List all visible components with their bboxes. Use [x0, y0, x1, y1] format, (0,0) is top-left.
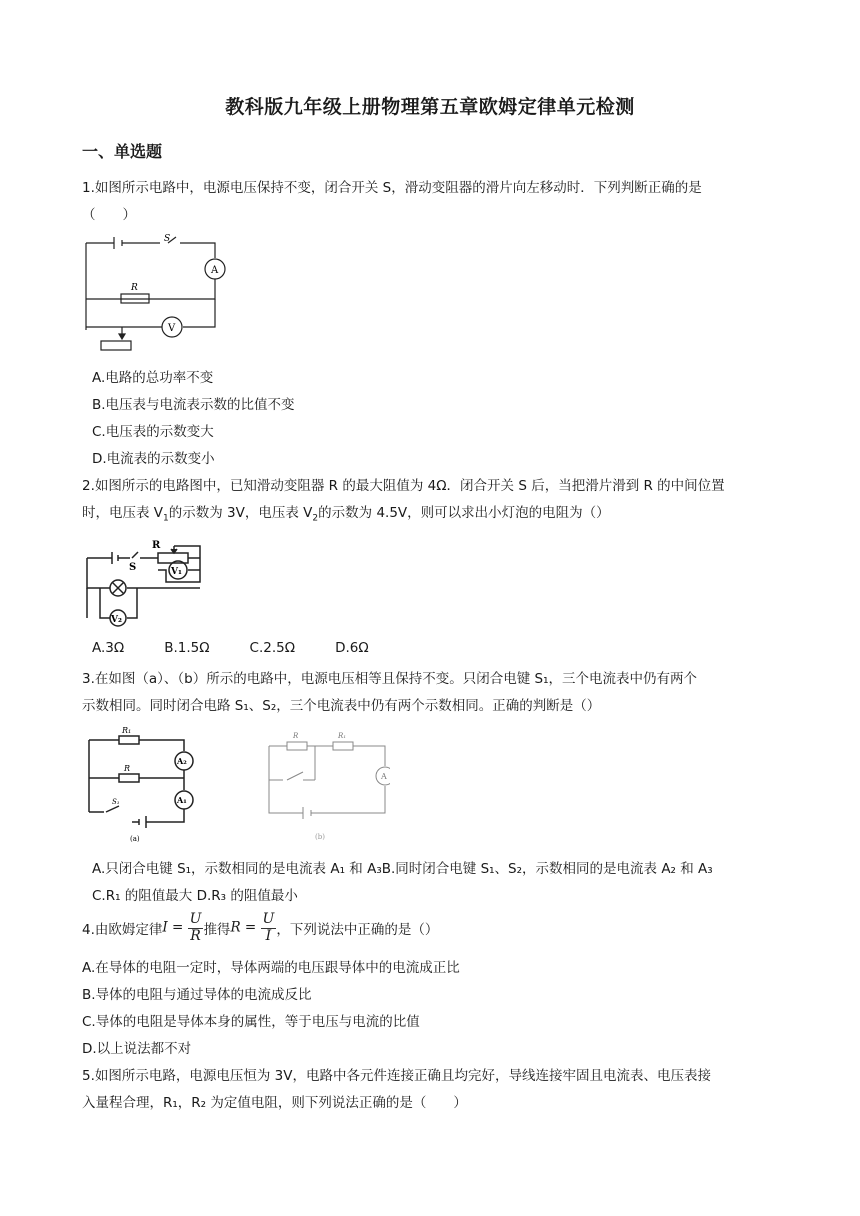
q4-stem-post: ，下列说法中正确的是（） — [276, 922, 439, 938]
q1-option-b: B.电压表与电流表示数的比值不变 — [92, 397, 295, 413]
q3-stem-line1: 3.在如图（a）、（b）所示的电路中，电源电压相等且保持不变。只闭合电键 S₁，三个电流表中仍有两个 — [82, 671, 697, 687]
q2-option-a: A.3Ω — [92, 640, 125, 656]
q4-stem-mid: 推得 — [203, 922, 231, 938]
q2-v2-label: V₂ — [111, 615, 122, 625]
q2-v1-label: V₁ — [171, 567, 182, 577]
q2-option-c: C.2.5Ω — [249, 640, 296, 656]
q2-rheostat-label: R — [152, 540, 161, 551]
page-title: 教科版九年级上册物理第五章欧姆定律单元检测 — [225, 96, 635, 118]
q5-stem-line2: 入量程合理，R₁，R₂ 为定值电阻，则下列说法正确的是（ ） — [82, 1095, 467, 1111]
q4-option-d: D.以上说法都不对 — [82, 1041, 192, 1057]
q2-stem-line2: 时，电压表 $V_1$的示数为 3V，电压表 $V_2$的示数为 4.5V，则可以求出小灯泡的电阻为（） — [82, 505, 610, 524]
q1-option-d: D.电流表的示数变小 — [92, 451, 215, 467]
q3-stem-line2: 示数相同。同时闭合电路 S₁、S₂，三个电流表中仍有两个示数相同。正确的判断是（） — [82, 698, 601, 714]
q3b-caption: (b) — [315, 833, 325, 841]
q3-figure-b — [265, 728, 390, 843]
q3b-a-label: A — [381, 772, 387, 781]
q3a-s1-label: S₁ — [112, 798, 120, 806]
q4-formula-ohms-law: I = $\frac{U}{R}$ — [162, 911, 202, 944]
q3a-a1-label: A₁ — [177, 795, 187, 805]
q1-ammeter-label: A — [211, 265, 219, 276]
q3-option-line1: A.只闭合电键 S₁，示数相同的是电流表 A₁ 和 A₃B.同时闭合电键 S₁、S₂，示数相同的是电流表 A₂ 和 A₃ — [92, 861, 713, 877]
q3b-r-label: R — [293, 732, 299, 740]
q2-option-b: B.1.5Ω — [164, 640, 210, 656]
q1-option-a: A.电路的总功率不变 — [92, 370, 214, 386]
q1-stem-line2: （ ） — [82, 207, 136, 223]
q3a-r-label: R — [124, 764, 131, 773]
q1-option-c: C.电压表的示数变大 — [92, 424, 214, 440]
q4-option-a: A.在导体的电阻一定时，导体两端的电压跟导体中的电流成正比 — [82, 960, 460, 976]
q1-circuit-figure — [84, 233, 234, 355]
q3a-a2-label: A₂ — [177, 756, 187, 766]
q4-option-c: C.导体的电阻是导体本身的属性，等于电压与电流的比值 — [82, 1014, 420, 1030]
q3-option-line2: C.R₁ 的阻值最大 D.R₃ 的阻值最小 — [92, 888, 298, 904]
q4-formula-resistance: R = $\frac{U}{I}$ — [230, 911, 275, 944]
q3a-caption: (a) — [130, 835, 140, 843]
q2-switch-label: S — [129, 562, 137, 573]
q4-option-b: B.导体的电阻与通过导体的电流成反比 — [82, 987, 312, 1003]
q1-voltmeter-label: V — [168, 323, 176, 334]
q4-stem-pre: 4.由欧姆定律 — [82, 922, 163, 938]
q1-switch-label: S — [164, 234, 171, 244]
q3-figure-a — [84, 724, 209, 844]
q2-options — [92, 640, 409, 656]
section-heading: 一、单选题 — [82, 142, 163, 161]
q5-stem-line1: 5.如图所示电路，电源电压恒为 3V，电路中各元件连接正确且均完好，导线连接牢固且电流表、电压表接 — [82, 1068, 711, 1084]
q4-stem — [82, 910, 438, 946]
q1-stem-line1: 1.如图所示电路中，电源电压保持不变，闭合开关 S，滑动变阻器的滑片向左移动时．下列判断正确的是 — [82, 180, 702, 196]
q1-resistor-label: R — [131, 283, 138, 293]
q2-circuit-figure — [82, 530, 212, 632]
q3a-r1-label: R₁ — [122, 726, 132, 735]
q3b-r1-label: R₁ — [338, 732, 347, 740]
q2-option-d: D.6Ω — [335, 640, 369, 656]
q2-stem-line1: 2.如图所示的电路图中，已知滑动变阻器 R 的最大阻值为 4Ω．闭合开关 S 后，当把滑片滑到 R 的中间位置 — [82, 478, 725, 494]
